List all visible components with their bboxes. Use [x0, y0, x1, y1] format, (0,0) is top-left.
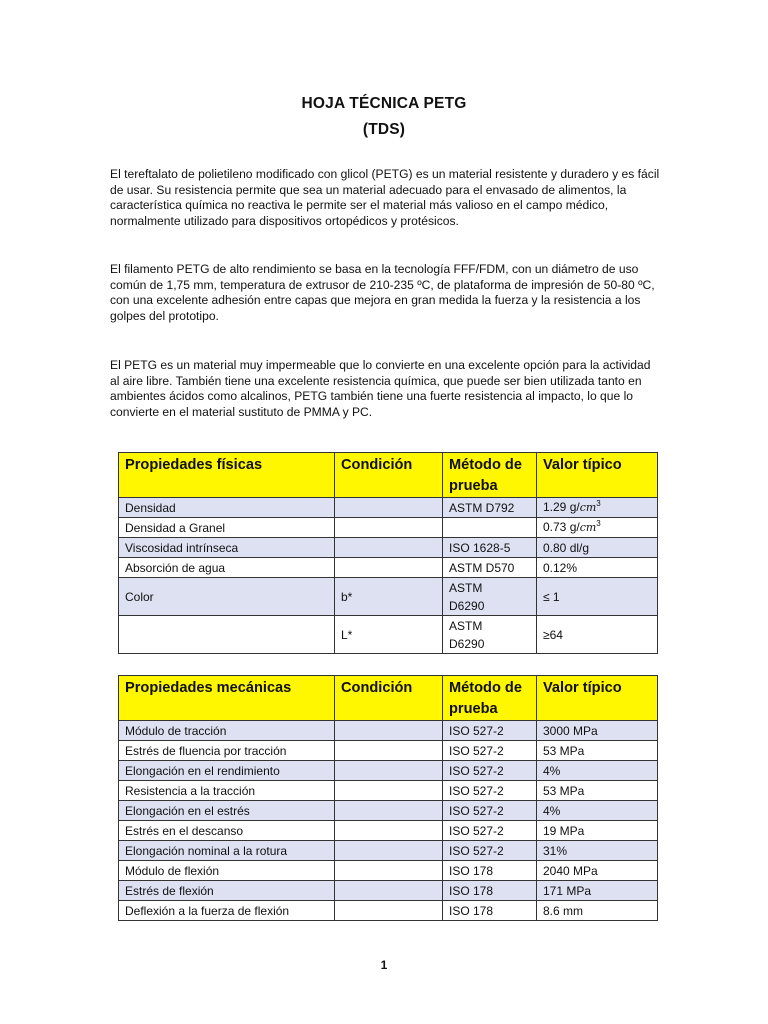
- page-number: 1: [380, 958, 388, 972]
- header-method: Método de prueba: [443, 453, 537, 498]
- value-cell: 53 MPa: [537, 741, 658, 761]
- method-cell: ISO 178: [443, 861, 537, 881]
- table-row: [119, 881, 658, 901]
- table-row: [119, 498, 658, 518]
- property-cell: Deflexión a la fuerza de flexión: [119, 901, 335, 921]
- value-cell: 0.12%: [537, 558, 658, 578]
- intro-paragraph: El tereftalato de polietileno modificado con glicol (PETG) es un material resistente y duradero y es fácil de usar. Su resistencia permite que sea un material adecuado para el envasado de alimentos, la característica química no reactiva le permite ser el material más valioso en el campo médico, normalmente utilizado para dispositivos ortopédicos y protésicos.: [110, 167, 660, 228]
- value-cell: 4%: [537, 801, 658, 821]
- condition-cell: [335, 518, 443, 538]
- property-cell: [119, 616, 335, 654]
- condition-cell: [335, 741, 443, 761]
- condition-cell: [335, 901, 443, 921]
- value-cell: 3000 MPa: [537, 721, 658, 741]
- property-cell: Color: [119, 578, 335, 616]
- table-row: [119, 741, 658, 761]
- method-cell: ISO 527-2: [443, 721, 537, 741]
- table-row: [119, 901, 658, 921]
- unit-exponent: 3: [596, 519, 601, 528]
- method-cell: ISO 178: [443, 901, 537, 921]
- value-cell: 0.80 dl/g: [537, 538, 658, 558]
- property-cell: Elongación en el estrés: [119, 801, 335, 821]
- table-row: [119, 558, 658, 578]
- method-cell: ASTM D792: [443, 498, 537, 518]
- method-cell: ISO 527-2: [443, 761, 537, 781]
- table-row: [119, 538, 658, 558]
- method-cell: ISO 527-2: [443, 781, 537, 801]
- header-condition: Condición: [335, 676, 443, 721]
- document-title: HOJA TÉCNICA PETG: [301, 95, 467, 112]
- value-cell: 8.6 mm: [537, 901, 658, 921]
- property-cell: Elongación nominal a la rotura: [119, 841, 335, 861]
- condition-cell: [335, 821, 443, 841]
- value-text: 1.29 g/: [543, 500, 580, 514]
- condition-cell: [335, 538, 443, 558]
- method-cell: ISO 178: [443, 881, 537, 901]
- value-cell: ≤ 1: [537, 578, 658, 616]
- header-property: Propiedades físicas: [119, 453, 335, 498]
- value-cell: [537, 498, 658, 518]
- method-cell: [443, 578, 537, 616]
- condition-cell: [335, 861, 443, 881]
- method-cell: [443, 616, 537, 654]
- property-cell: Estrés de flexión: [119, 881, 335, 901]
- table-row: [119, 518, 658, 538]
- method-cell: ISO 1628-5: [443, 538, 537, 558]
- method-line: ASTM: [449, 580, 483, 595]
- properties-paragraph: El PETG es un material muy impermeable que lo convierte en una excelente opción para la actividad al aire libre. También tiene una excelente resistencia química, que puede ser bien utilizada tanto en ambientes ácidos como alcalinos, PETG también tiene una fuerte resistencia al impacto, lo que lo convierte en el material sustituto de PMMA y PC.: [110, 358, 651, 419]
- table-row: [119, 821, 658, 841]
- header-method: Método de prueba: [443, 676, 537, 721]
- value-cell: 19 MPa: [537, 821, 658, 841]
- property-cell: Densidad: [119, 498, 335, 518]
- value-cell: ≥64: [537, 616, 658, 654]
- method-cell: ISO 527-2: [443, 821, 537, 841]
- value-cell: 4%: [537, 761, 658, 781]
- condition-cell: [335, 558, 443, 578]
- condition-cell: L*: [335, 616, 443, 654]
- method-cell: ASTM D570: [443, 558, 537, 578]
- value-text: 0.73 g/: [543, 520, 580, 534]
- table-row: [119, 578, 658, 616]
- filament-paragraph: El filamento PETG de alto rendimiento se basa en la tecnología FFF/FDM, con un diámetro de uso común de 1,75 mm, temperatura de extrusor de 210-235 ºC, de plataforma de impresión de 50-80 ºC, con una excelente adhesión entre capas que mejora en gran medida la fuerza y la resistencia a los golpes del prototipo.: [110, 262, 655, 323]
- table-row: [119, 861, 658, 881]
- value-cell: 2040 MPa: [537, 861, 658, 881]
- method-cell: ISO 527-2: [443, 801, 537, 821]
- property-cell: Densidad a Granel: [119, 518, 335, 538]
- property-cell: Estrés de fluencia por tracción: [119, 741, 335, 761]
- header-value: Valor típico: [537, 453, 658, 498]
- method-line: D6290: [449, 636, 485, 651]
- document-subtitle: (TDS): [362, 121, 406, 138]
- mechanical-properties-table: [118, 675, 658, 921]
- physical-properties-table: [118, 452, 658, 654]
- unit-exponent: 3: [596, 499, 601, 508]
- method-line: ASTM: [449, 618, 483, 633]
- condition-cell: [335, 781, 443, 801]
- header-value: Valor típico: [537, 676, 658, 721]
- table-row: [119, 781, 658, 801]
- unit-text: cm: [579, 501, 597, 514]
- value-cell: 171 MPa: [537, 881, 658, 901]
- method-cell: [443, 518, 537, 538]
- method-cell: ISO 527-2: [443, 741, 537, 761]
- table-row: [119, 841, 658, 861]
- condition-cell: [335, 841, 443, 861]
- condition-cell: [335, 721, 443, 741]
- header-property: Propiedades mecánicas: [119, 676, 335, 721]
- property-cell: Absorción de agua: [119, 558, 335, 578]
- condition-cell: [335, 761, 443, 781]
- property-cell: Viscosidad intrínseca: [119, 538, 335, 558]
- condition-cell: [335, 498, 443, 518]
- property-cell: Resistencia a la tracción: [119, 781, 335, 801]
- condition-cell: [335, 881, 443, 901]
- method-line: D6290: [449, 598, 485, 613]
- value-cell: [537, 518, 658, 538]
- table-row: [119, 721, 658, 741]
- property-cell: Módulo de flexión: [119, 861, 335, 881]
- value-cell: 53 MPa: [537, 781, 658, 801]
- property-cell: Elongación en el rendimiento: [119, 761, 335, 781]
- table-row: [119, 616, 658, 654]
- header-condition: Condición: [335, 453, 443, 498]
- property-cell: Módulo de tracción: [119, 721, 335, 741]
- property-cell: Estrés en el descanso: [119, 821, 335, 841]
- condition-cell: b*: [335, 578, 443, 616]
- table-row: [119, 801, 658, 821]
- unit-text: cm: [579, 521, 597, 534]
- method-cell: ISO 527-2: [443, 841, 537, 861]
- value-cell: 31%: [537, 841, 658, 861]
- table-row: [119, 761, 658, 781]
- condition-cell: [335, 801, 443, 821]
